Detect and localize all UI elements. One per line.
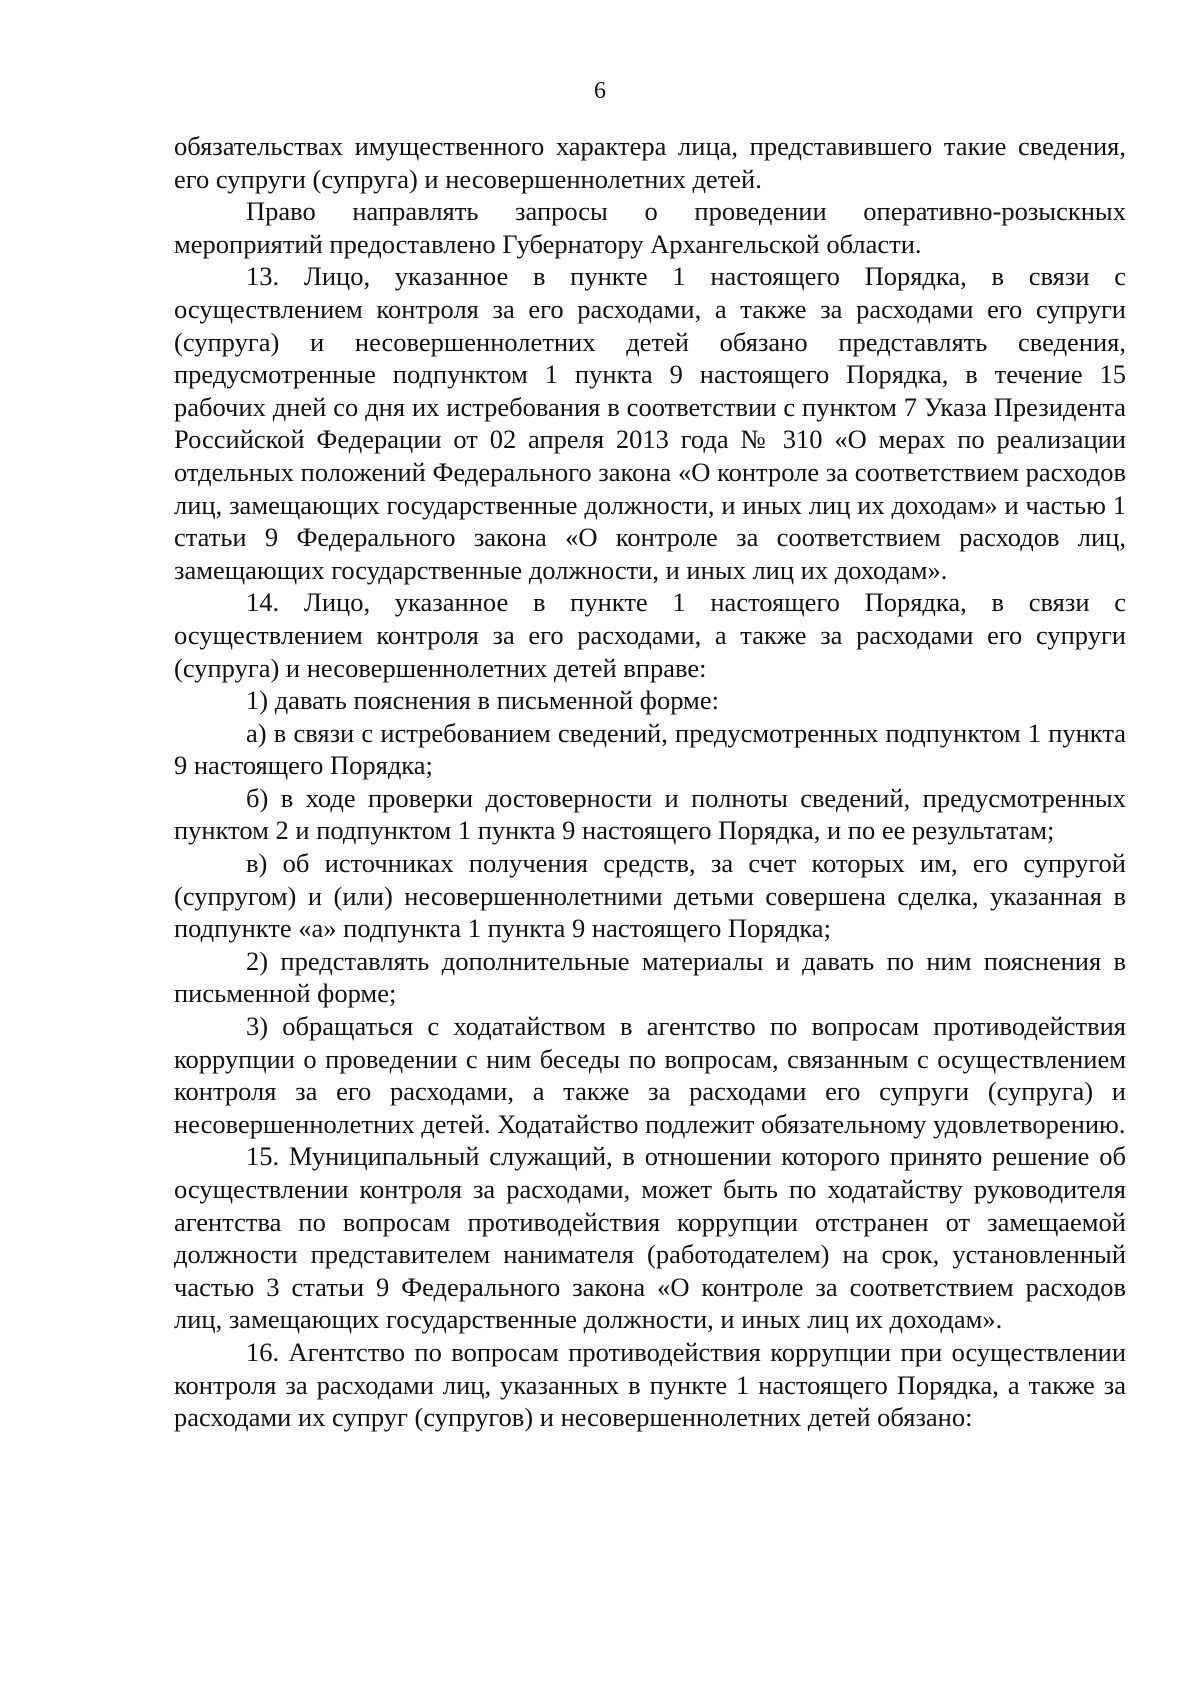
paragraph-14-1-a: а) в связи с истребованием сведений, предусмотренных подпунктом 1 пункта 9 настоящего Порядка; <box>174 717 1126 781</box>
paragraph-15: 15. Муниципальный служащий, в отношении которого принято решение об осуществлении контроля за расходами, может быть по ходатайству руководителя агентства по вопросам противодействия коррупции отстранен от замещаемой должности представителем нанимателя (работодателем) на срок, установленный частью 3 статьи 9 Федерального закона «О контроле за соответствием расходов лиц, замещающих государственные должности, и иных лиц их доходам». <box>174 1141 1126 1335</box>
paragraph-14-2: 2) представлять дополнительные материалы и давать по ним пояснения в письменной форме; <box>174 945 1126 1009</box>
paragraph-14-1-v: в) об источниках получения средств, за счет которых им, его супругой (супругом) и (или) несовершеннолетними детьми совершена сделка, указанная в подпункте «а» подпункта 1 пункта 9 настоящего Порядка; <box>174 848 1126 944</box>
paragraph-14-1: 1) давать пояснения в письменной форме: <box>246 685 719 716</box>
paragraph-13: 13. Лицо, указанное в пункте 1 настоящего Порядка, в связи с осуществлением контроля за его расходами, а также за расходами его супруги (супруга) и несовершеннолетних детей обязано представлять сведения, предусмотренные подпунктом 1 пункта 9 настоящего Порядка, в течение 15 рабочих дней со дня их истребования в соответствии с пунктом 7 Указа Президента Российской Федерации от 02 апреля 2013 года № 310 «О мерах по реализации отдельных положений Федерального закона «О контроле за соответствием расходов лиц, замещающих государственные должности, и иных лиц их доходам» и частью 1 статьи 9 Федерального закона «О контроле за соответствием расходов лиц, замещающих государственные должности, и иных лиц их доходам». <box>174 261 1126 585</box>
document-body <box>174 130 1126 1434</box>
paragraph-request-right: Право направлять запросы о проведении оперативно-розыскных мероприятий предоставлено Губернатору Архангельской области. <box>174 196 1126 259</box>
paragraph-16: 16. Агентство по вопросам противодействия коррупции при осуществлении контроля за расходами лиц, указанных в пункте 1 настоящего Порядка, а также за расходами их супруг (супругов) и несовершеннолетних детей обязано: <box>174 1336 1126 1433</box>
paragraph-14-1-b: б) в ходе проверки достоверности и полноты сведений, предусмотренных пунктом 2 и подпунктом 1 пункта 9 настоящего Порядка, и по ее результатам; <box>174 782 1126 846</box>
paragraph-continuation: обязательствах имущественного характера лица, представившего такие сведения, его супруги (супруга) и несовершеннолетних детей. <box>174 131 1126 194</box>
paragraph-14-3: 3) обращаться с ходатайством в агентство по вопросам противодействия коррупции о проведении с ним беседы по вопросам, связанным с осуществлением контроля за его расходами, а также за расходами его супруги (супруга) и несовершеннолетних детей. Ходатайство подлежит обязательному удовлетворению. <box>174 1011 1126 1139</box>
paragraph-14: 14. Лицо, указанное в пункте 1 настоящего Порядка, в связи с осуществлением контроля за его расходами, а также за расходами его супруги (супруга) и несовершеннолетних детей вправе: <box>174 587 1126 683</box>
page-number: 6 <box>594 78 606 104</box>
